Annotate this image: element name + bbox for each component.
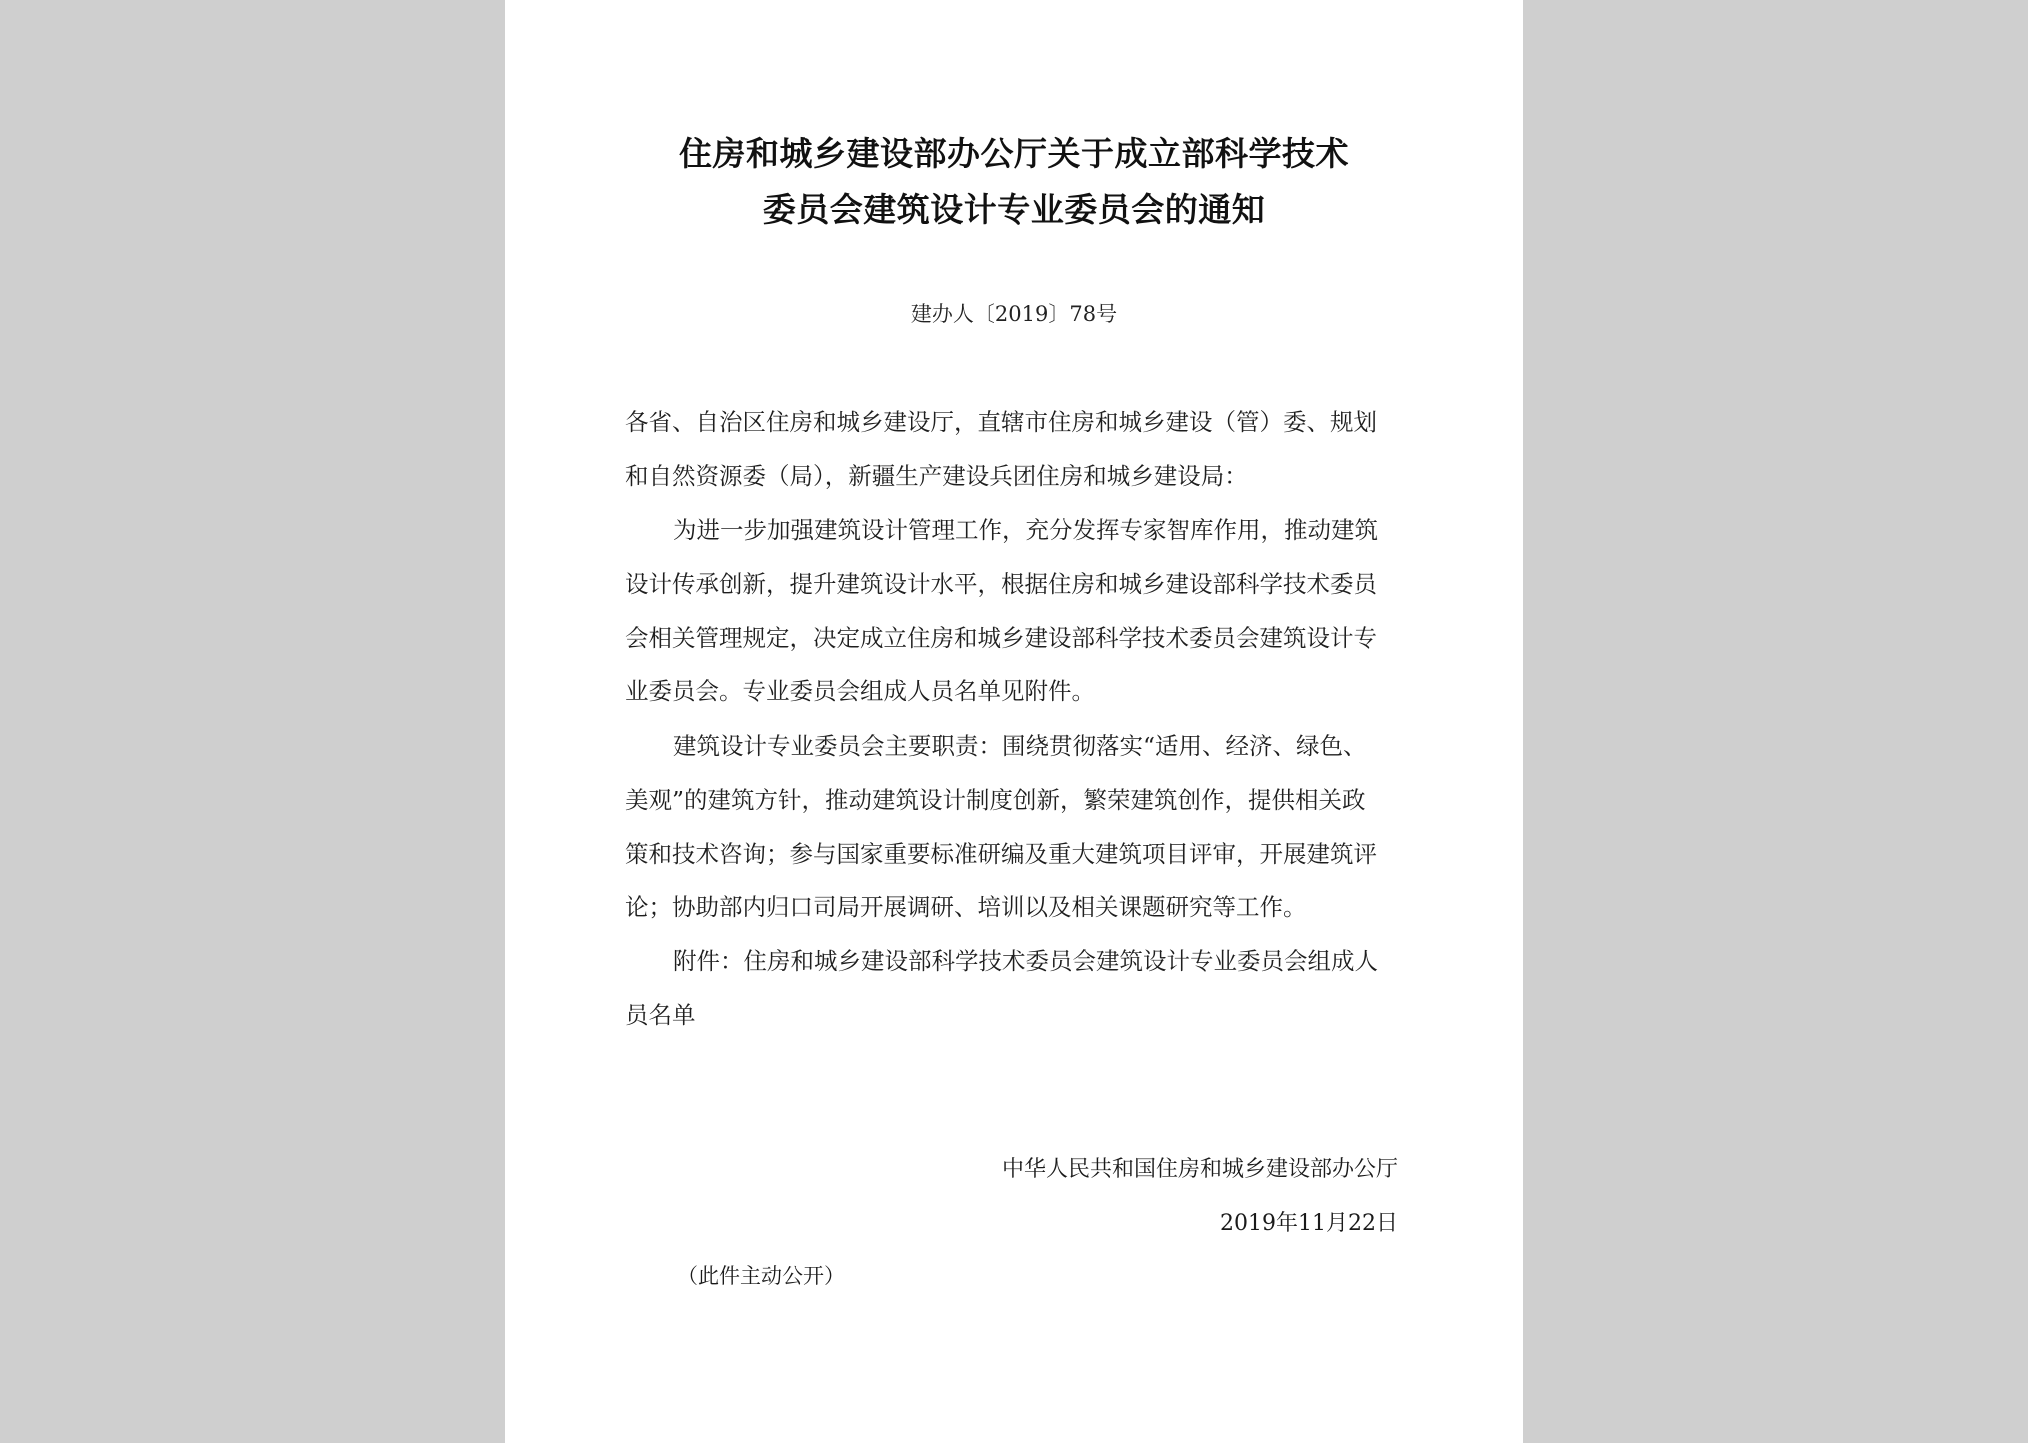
paragraph-1-line-3: 会相关管理规定，决定成立住房和城乡建设部科学技术委员会建筑设计专 — [625, 624, 1377, 652]
document-title-line-1: 住房和城乡建设部办公厅关于成立部科学技术 — [679, 134, 1349, 173]
salutation-line-1: 各省、自治区住房和城乡建设厅，直辖市住房和城乡建设（管）委、规划 — [625, 408, 1377, 436]
issuer-signature: 中华人民共和国住房和城乡建设部办公厅 — [1001, 1157, 1398, 1182]
paragraph-2-line-1: 建筑设计专业委员会主要职责：围绕贯彻落实“适用、经济、绿色、 — [673, 732, 1367, 760]
paragraph-1-line-4: 业委员会。专业委员会组成人员名单见附件。 — [625, 677, 1095, 705]
disclosure-note: （此件主动公开） — [677, 1264, 845, 1288]
document-page — [505, 0, 1523, 1443]
paragraph-2-line-3: 策和技术咨询；参与国家重要标准研编及重大建筑项目评审，开展建筑评 — [625, 840, 1377, 868]
paragraph-2-line-2: 美观”的建筑方针，推动建筑设计制度创新，繁荣建筑创作，提供相关政 — [625, 786, 1366, 814]
document-title-line-2: 委员会建筑设计专业委员会的通知 — [762, 190, 1266, 229]
paragraph-2-line-4: 论；协助部内归口司局开展调研、培训以及相关课题研究等工作。 — [625, 893, 1307, 921]
salutation-line-2: 和自然资源委（局），新疆生产建设兵团住房和城乡建设局： — [625, 462, 1248, 490]
paragraph-1-line-1: 为进一步加强建筑设计管理工作，充分发挥专家智库作用，推动建筑 — [673, 516, 1378, 544]
attachment-line-1: 附件：住房和城乡建设部科学技术委员会建筑设计专业委员会组成人 — [673, 947, 1378, 975]
attachment-line-2: 员名单 — [625, 1001, 696, 1029]
document-number: 建办人〔2019〕78号 — [910, 302, 1118, 326]
paragraph-1-line-2: 设计传承创新，提升建筑设计水平，根据住房和城乡建设部科学技术委员 — [625, 570, 1377, 598]
issue-date: 2019年11月22日 — [1220, 1211, 1398, 1236]
